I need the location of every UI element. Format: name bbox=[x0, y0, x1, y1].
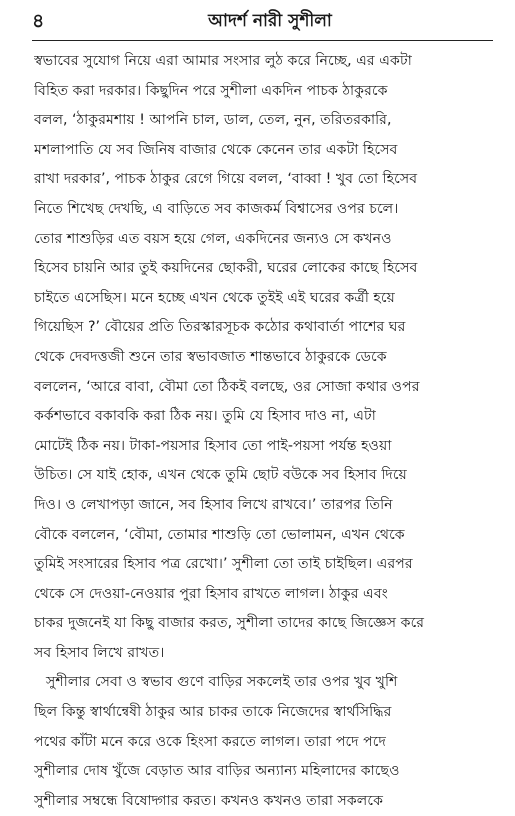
text-line: রাখা দরকার’, পাচক ঠাকুর রেগে গিয়ে বলল, ‘বাব্বা ! খুব তো হিসেব bbox=[34, 171, 418, 188]
text-line: মশলাপাতি যে সব জিনিষ বাজার থেকে কেনেন তার একটা হিসেব bbox=[34, 141, 398, 158]
text-line: হিসেব চায়নি আর তুই কয়দিনের ছোকরী, ঘরের লোকের কাছে হিসেব bbox=[34, 260, 418, 277]
text-line: থেকে সে দেওয়া-নেওয়ার পুরা হিসাব রাখতে লাগল। ঠাকুর এবং bbox=[34, 585, 388, 602]
running-title: আদর্শ নারী সুশীলা bbox=[208, 11, 332, 31]
text-line: বলল, ‘ঠাকুরমশায় ! আপনি চাল, ডাল, তেল, নুন, তরিতরকারি, bbox=[34, 112, 392, 129]
text-line: উচিত। সে যাই হোক, এখন থেকে তুমি ছোট বউকে সব হিসাব দিয়ে bbox=[34, 467, 407, 484]
text-line: থেকে দেবদত্তজী শুনে তার স্বভাবজাত শান্তভাবে ঠাকুরকে ডেকে bbox=[34, 348, 387, 365]
text-line: পথের কাঁটা মনে করে ওকে হিংসা করতে লাগল। তারা পদে পদে bbox=[34, 733, 386, 750]
text-line: বিহিত করা দরকার। কিছুদিন পরে সুশীলা একদিন পাচক ঠাকুরকে bbox=[34, 82, 388, 99]
text-line: বৌকে বললেন, ‘বৌমা, তোমার শাশুড়ি তো ভোলামন, এখন থেকে bbox=[34, 526, 405, 543]
text-line: চাকর দুজনেই যা কিছু বাজার করত, সুশীলা তাদের কাছে জিজ্ঞেস করে bbox=[34, 615, 425, 632]
text-line: তোর শাশুড়ির এত বয়স হয়ে গেল, একদিনের জন্যও সে কখনও bbox=[34, 230, 392, 247]
text-line: বললেন, ‘আরে বাবা, বৌমা তো ঠিকই বলছে, ওর সোজা কথার ওপর bbox=[34, 378, 420, 395]
text-line: গিয়েছিস ?’ বৌয়ের প্রতি তিরস্কারসূচক কঠোর কথাবার্তা পাশের ঘর bbox=[34, 319, 406, 336]
text-line: স্বভাবের সুযোগ নিয়ে এরা আমার সংসার লুঠ করে নিচ্ছে, এর একটা bbox=[34, 53, 412, 69]
text-line: চাইতে এসেছিস। মনে হচ্ছে এখন থেকে তুইই এই ঘরের কর্ত্রী হয়ে bbox=[34, 289, 395, 306]
text-line: সব হিসাব লিখে রাখত। bbox=[34, 644, 165, 661]
text-line: সুশীলার দোষ খুঁজে বেড়াত আর বাড়ির অন্যান্য মহিলাদের কাছেও bbox=[34, 763, 400, 780]
text-line: মোটেই ঠিক নয়। টাকা-পয়সার হিসাব তো পাই-পয়সা পর্যন্ত হওয়া bbox=[34, 437, 392, 454]
paragraph-start-line: সুশীলার সেবা ও স্বভাব গুণে বাড়ির সকলেই তার ওপর খুব খুশি bbox=[46, 674, 398, 691]
body-text bbox=[34, 47, 490, 816]
header-rule bbox=[32, 40, 493, 41]
text-line: তুমিই সংসারের হিসাব পত্র রেখো।’ সুশীলা তো তাই চাইছিল। এরপর bbox=[34, 556, 413, 573]
text-line: নিতে শিখেছ দেখছি, এ বাড়িতে সব কাজকর্ম বিশ্বাসের ওপর চলে। bbox=[34, 200, 399, 217]
text-line: দিও। ও লেখাপড়া জানে, সব হিসাব লিখে রাখবে।’ তারপর তিনি bbox=[34, 496, 393, 513]
text-line: কর্কশভাবে বকাবকি করা ঠিক নয়। তুমি যে হিসাব দাও না, এটা bbox=[34, 408, 376, 425]
text-line: সুশীলার সম্বন্ধে বিষোদ্গার করত। কখনও কখনও তারা সকলকে bbox=[34, 792, 383, 809]
page-number: ৪ bbox=[32, 10, 45, 32]
text-line: ছিল কিন্তু স্বার্থান্বেষী ঠাকুর আর চাকর তাকে নিজেদের স্বার্থসিদ্ধির bbox=[34, 704, 392, 721]
